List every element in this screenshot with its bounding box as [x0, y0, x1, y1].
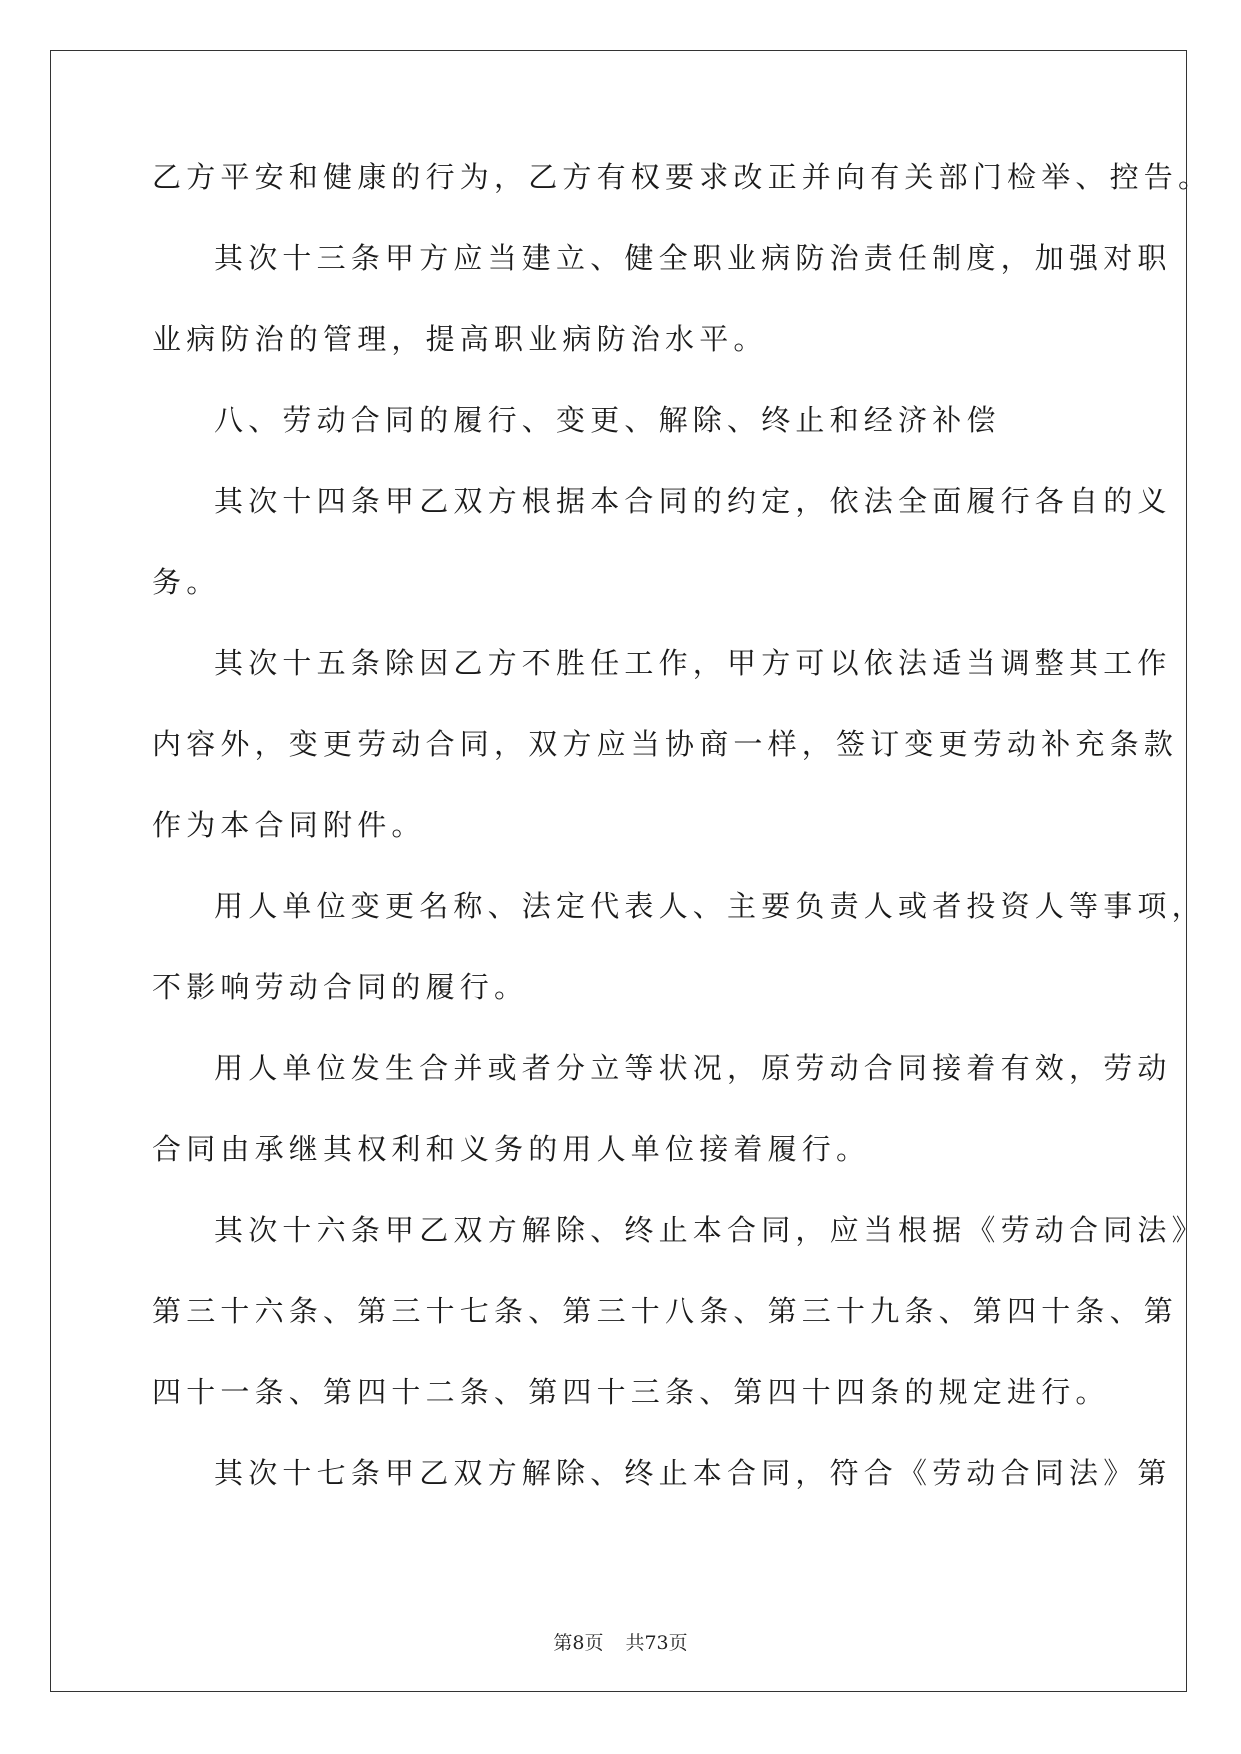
document-body	[152, 160, 1213, 1537]
text-line: 乙方平安和健康的行为，乙方有权要求改正并向有关部门检举、控告。	[152, 160, 1213, 194]
paragraph-start: 其次十四条甲乙双方根据本合同的约定，依法全面履行各自的义	[214, 484, 1172, 518]
text-line: 务。	[152, 565, 221, 599]
text-line: 第三十六条、第三十七条、第三十八条、第三十九条、第四十条、第	[152, 1294, 1179, 1328]
text-line: 四十一条、第四十二条、第四十三条、第四十四条的规定进行。	[152, 1375, 1110, 1409]
text-line: 合同由承继其权利和义务的用人单位接着履行。	[152, 1132, 871, 1166]
paragraph-start: 其次十七条甲乙双方解除、终止本合同，符合《劳动合同法》第	[214, 1456, 1172, 1490]
current-page-number: 第8页	[553, 1632, 604, 1654]
text-line: 业病防治的管理，提高职业病防治水平。	[152, 322, 768, 356]
paragraph-start: 其次十六条甲乙双方解除、终止本合同，应当根据《劳动合同法》	[214, 1213, 1206, 1247]
paragraph-start: 用人单位发生合并或者分立等状况，原劳动合同接着有效，劳动	[214, 1051, 1172, 1085]
text-line: 不影响劳动合同的履行。	[152, 970, 529, 1004]
paragraph-start: 用人单位变更名称、法定代表人、主要负责人或者投资人等事项，	[214, 889, 1206, 923]
paragraph-start: 其次十三条甲方应当建立、健全职业病防治责任制度，加强对职	[214, 241, 1172, 275]
page-footer	[0, 1628, 1241, 1655]
total-pages: 共73页	[625, 1632, 688, 1654]
text-line: 作为本合同附件。	[152, 808, 426, 842]
paragraph-start: 其次十五条除因乙方不胜任工作，甲方可以依法适当调整其工作	[214, 646, 1172, 680]
section-heading: 八、劳动合同的履行、变更、解除、终止和经济补偿	[214, 403, 1001, 437]
text-line: 内容外，变更劳动合同，双方应当协商一样，签订变更劳动补充条款	[152, 727, 1179, 761]
